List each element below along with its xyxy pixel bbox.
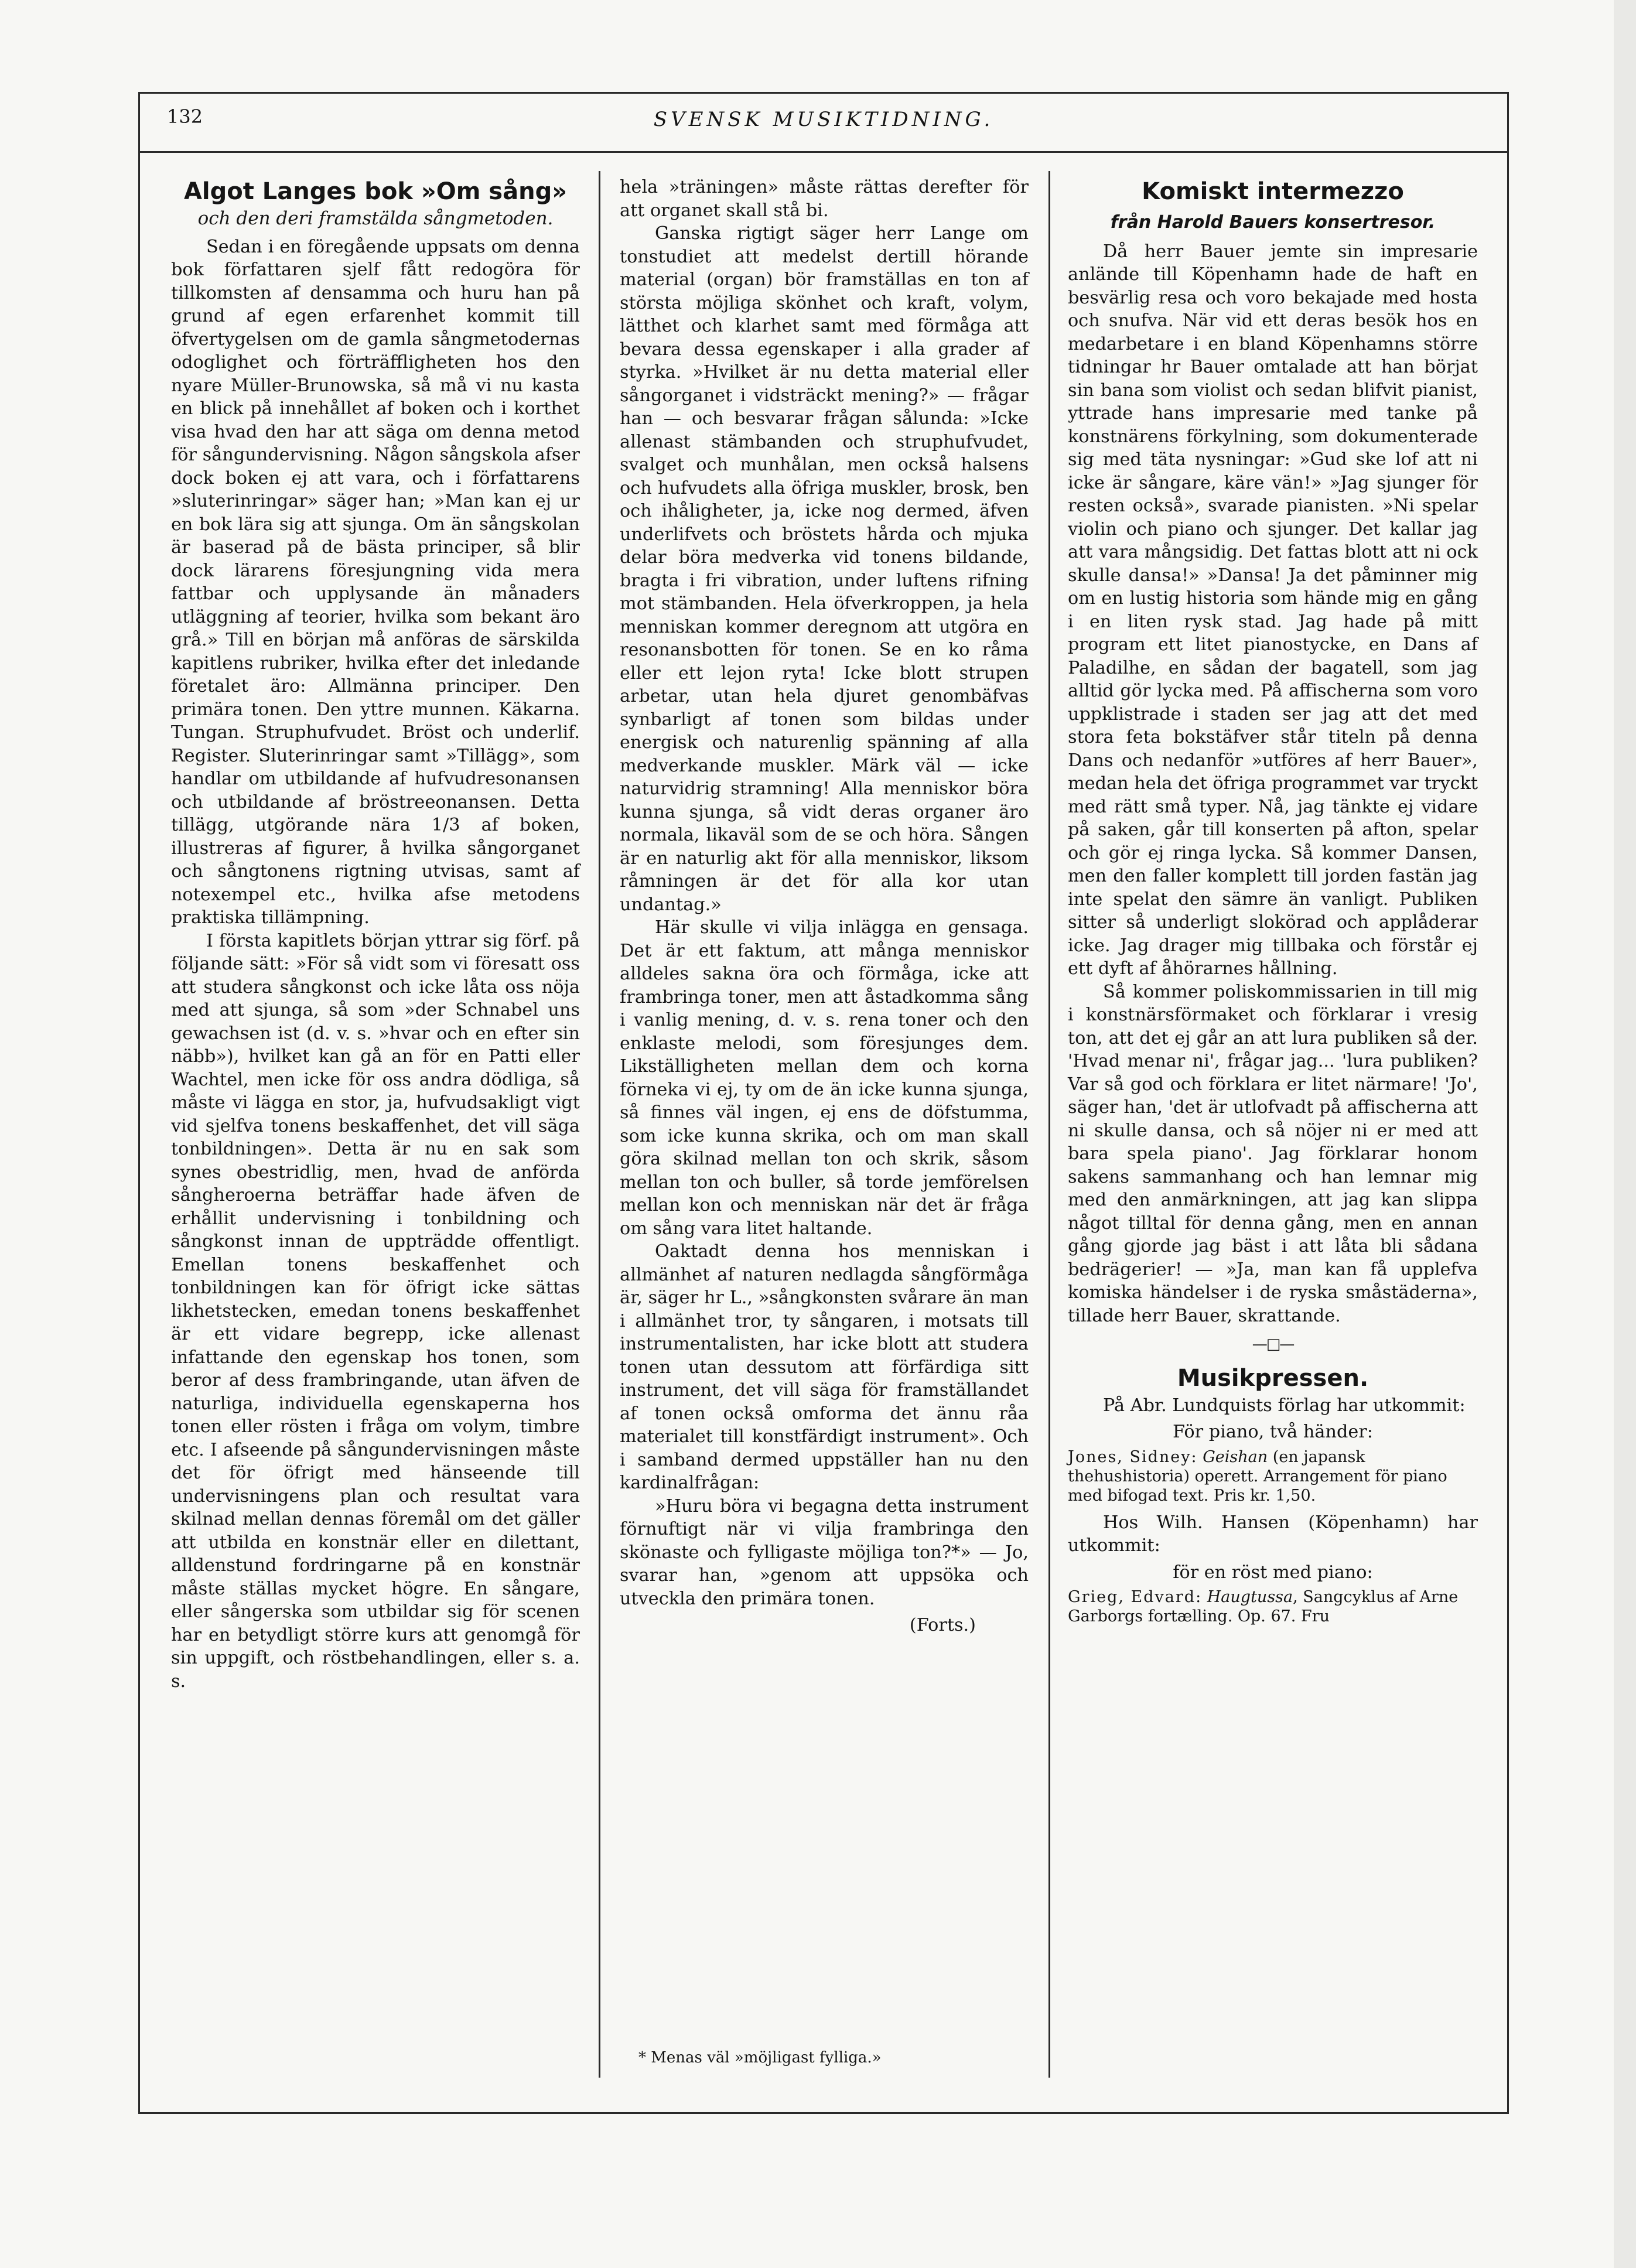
article-title: Musikpressen.	[1177, 1364, 1369, 1392]
entry-text: (en japansk thehushistoria) operett. Arrangement för piano med bifogad text. Pris kr. 1,50.	[1068, 1447, 1447, 1505]
column-1	[171, 176, 580, 1693]
section-heading: för en röst med piano:	[1173, 1562, 1373, 1583]
publication-entry	[1068, 1447, 1478, 1505]
entry-work: Haugtussa	[1207, 1588, 1293, 1606]
section-heading: För piano, två händer:	[1173, 1422, 1373, 1442]
footnote: * Menas väl »möjligast fylliga.»	[638, 2049, 882, 2067]
paragraph: I första kapitlets början yttrar sig förf. på följande sätt: »För så vidt som vi föresatt oss att studera sångkonst och icke låta oss nöja med att sjunga, så som »der Schnabel uns gewachsen ist (d. v. s. »hvar och en efter sin näbb»), hvilket kan gå an för en Patti eller Wachtel, men icke för oss andra dödliga, så måste vi lägga en stor, ja, hufvudsakligt vigt vid sjelfva tonens beskaffenhet, det vill säga tonbildningen». Detta är nu en sak som synes obestridlig, men, hvad de anförda sångheroerna beträffar hade äfven de erhållit undervisning i tonbildning och sångkonst innan de uppträdde offentligt. Emellan tonens beskaffenhet och tonbildningen kan för öfrigt icke sättas likhetstecken, emedan tonens beskaffenhet är ett vidare begrepp, icke allenast infattande den egenskap hos tonen, som beror af dess frambringande, utan äfven de naturliga, individuella egenskaperna hos tonen eller rösten i fråga om volym, timbre etc. I afseende på sångundervisningen måste det för öfrigt med hänseende till undervisningens plan och resultat vara skilnad mellan dennas föremål om det gäller att utbilda en konstnär eller en dilettant, alldenstund fordringarne på en konstnär måste ställas mycket högre. En sångare, eller sångerska som utbildar sig för scenen har en betydligt större kurs att genomgå för sin uppgift, och röstbehandlingen, eller s. a. s.	[171, 930, 580, 1692]
paragraph: Sedan i en föregående uppsats om denna bok författaren sjelf fått redogöra för tillkomsten af densamma och huru han på grund af egen erfarenhet kommit till öfvertygelsen om de gamla sångmetodernas odoglighet och förträffligheten hos den nyare Müller-Brunowska, så må vi nu kasta en blick på innehållet af boken och i korthet visa hvad den har att säga om denna metod för sångundervisning. Någon sångskola afser dock boken ej att vara, och i författarens »sluterinringar» säger han; »Man kan ej ur en bok lära sig att sjunga. Om än sångskolan är baserad på de bästa principer, så blir dock lärarens föresjungning vida mera fattbar och upplysande än månaders utläggning af teorier, hvilka som bekant äro grå.» Till en början må anföras de särskilda kapitlens rubriker, hvilka efter det inledande företalet äro: Allmänna principer. Den primära tonen. Den yttre munnen. Käkarna. Tungan. Struphufvudet. Bröst och underlif. Register. Sluterinringar samt »Tillägg», som handlar om utbildande af hufvudresonansen och utbildande af bröstreeonansen. Detta tillägg, utgörande nära 1/3 af boken, illustreras af figurer, å hvilka sångorganet och sångtonens rigtning utvisas, samt af notexempel etc., hvilka afse metodens praktiska tillämpning.	[171, 236, 580, 928]
paragraph: Oaktadt denna hos menniskan i allmänhet af naturen nedlagda sångförmåga är, säger hr L., »sångkonsten svårare än man i allmänhet tror, ty sångaren, i motsats till instrumentalisten, har icke blott att studera tonen utan dessutom att förfärdiga sitt instrument, det vill säga för framställandet af tonen också omforma det ännu råa materialet till konstfärdigt instrument». Och i samband dermed uppställer han nu den kardinalfrågan:	[620, 1241, 1029, 1493]
page-edge	[1614, 0, 1636, 2268]
entry-author: Grieg, Edvard:	[1068, 1588, 1203, 1606]
column-3	[1068, 176, 1478, 1632]
article-subtitle: och den deri framstälda sångmetoden.	[197, 208, 554, 229]
paragraph: hela »träningen» måste rättas derefter för att organet skall stå bi.	[620, 177, 1029, 221]
article-title: Algot Langes bok »Om sång»	[183, 178, 568, 205]
page-number: 132	[167, 105, 203, 128]
article-title: Komiskt intermezzo	[1142, 178, 1404, 205]
paragraph: Här skulle vi vilja inlägga en gensaga. Det är ett faktum, att många menniskor alldeles sakna öra och förmåga, icke att frambringa toner, men att åstadkomma sång i vanlig mening, d. v. s. rena toner och den enklaste melodi, som föresjunges dem. Likställigheten mellan dem och korna förneka vi ej, ty om de än icke kunna sjunga, så finnes väl ingen, ej ens de döfstumma, som icke kunna skrika, och om man skall göra skilnad mellan ton och skrik, såsom mellan ton och buller, så torde jemförelsen mellan kon och menniskan när det är fråga om sång vara litet haltande.	[620, 917, 1029, 1239]
paragraph: Ganska rigtigt säger herr Lange om tonstudiet att medelst dertill hörande material (organ) bör framställas en ton af största möjliga skönhet och kraft, volym, lätthet och klarhet samt med förmåga att bevara dessa egenskaper i alla grader af styrka. »Hvilket är nu detta material eller sångorganet i vidsträckt mening?» — frågar han — och besvarar frågan sålunda: »Icke allenast stämbanden och struphufvudet, svalget och munhålan, men också halsens och hufvudets alla öfriga muskler, brosk, ben och ihåligheter, ja, icke nog dermed, äfven underlifvets och bröstets hårda och mjuka delar böra medverka vid tonens bildande, bragta i fri vibration, under luftens rifning mot stämbanden. Hela öfverkroppen, ja hela menniskan kommer deregnom att utgöra en resonansbotten för tonen. Se en ko råma eller ett lejon ryta! Icke blott strupen arbetar, utan hela djuret genombäfvas synbarligt af tonen som bildas under energisk och naturenlig spänning af alla medverkande muskler. Märk väl — icke naturvidrig stramning! Alla menniskor böra kunna sjunga, så vidt deras organer äro normala, likaväl som de se och höra. Sången är en naturlig akt för alla menniskor, liksom råmningen är det för alla kor utan undantag.»	[620, 223, 1029, 915]
article-subtitle: från Harold Bauers konsertresor.	[1110, 212, 1436, 233]
column-rule-1	[599, 171, 600, 2078]
paragraph: Då herr Bauer jemte sin impresarie anlände till Köpenhamn hade de haft en besvärlig resa och voro bekajade med hosta och snufva. När vid ett deras besök hos en medarbetare i en bland Köpenhamns större tidningar hr Bauer omtalade att han börjat sin bana som violist och sedan blifvit pianist, yttrade hans impresarie med tanke på konstnärens förkylning, som dokumenterade sig med täta nysningar: »Gud ske lof att ni icke är sångare, käre vän!» »Jag sjunger för resten också», svarade pianisten. »Ni spelar violin och piano och sjunger. Det kallar jag att vara mångsidig. Det fattas blott att ni ock skulle dansa!» »Dansa! Ja det påminner mig om en lustig historia som hände mig en gång i en liten rysk stad. Jag hade på mitt program ett litet pianostycke, en Dans af Paladilhe, en sådan der bagatell, som jag alltid gör lycka med. På affischerna som voro uppklistrade i staden ser jag att det med stora feta bokstäfver står titeln på denna Dans och nedanför »utföres af herr Bauer», medan hela det öfriga programmet var tryckt med rätt små typer. Nå, jag tänkte ej vidare på saken, går till konserten på afton, spelar och gör ej ringa lycka. Så kommer Dansen, men den faller komplett till jorden fastän jag inte spelat den sämre än vanligt. Publiken sitter så underligt slokörad och applåderar icke. Jag drager mig tillbaka och förstår ej ett dyft af åhörarnes hållning.	[1068, 241, 1478, 979]
column-2	[620, 176, 1029, 1637]
entry-text: , Sangcyklus af Arne Garborgs fortælling. Op. 67. Fru	[1068, 1588, 1459, 1625]
running-head: SVENSK MUSIKTIDNING.	[653, 108, 994, 131]
publication-entry	[1068, 1587, 1478, 1626]
entry-work: Geishan	[1203, 1447, 1268, 1466]
entry-author: Jones, Sidney:	[1068, 1447, 1198, 1466]
separator-ornament: —□—	[1252, 1335, 1294, 1353]
column-rule-2	[1048, 171, 1050, 2078]
paragraph: Hos Wilh. Hansen (Köpenhamn) har utkommit:	[1068, 1512, 1478, 1556]
header-rule	[138, 151, 1509, 153]
paragraph: »Huru böra vi begagna detta instrument förnuftigt när vi vilja frambringa den skönaste och fylligaste möjliga ton?*» — Jo, svarar han, »genom att uppsöka och utveckla den primära tonen.	[620, 1495, 1029, 1609]
continued-marker: (Forts.)	[909, 1615, 976, 1635]
paragraph: På Abr. Lundquists förlag har utkommit:	[1103, 1395, 1466, 1416]
paragraph: Så kommer poliskommissarien in till mig i konstnärsförmaket och förklarar i vresig ton, att det ej går an att lura publiken så der. 'Hvad menar ni', frågar jag... 'lura publiken? Var så god och förklara er litet närmare! 'Jo', säger han, 'det är utlofvadt på affischerna att ni skulle dansa, och så nöjer ni er med att bara spela piano'. Jag förklarar honom sakens sammanhang och han lemnar mig med den anmärkningen, att jag kan slippa något tilltal för denna gång, men en annan gång gjorde jag bäst i att låta bli sådana bedrägerier! — »Ja, man kan få upplefva komiska händelser i de ryska småstäderna», tillade herr Bauer, skrattande.	[1068, 981, 1478, 1326]
